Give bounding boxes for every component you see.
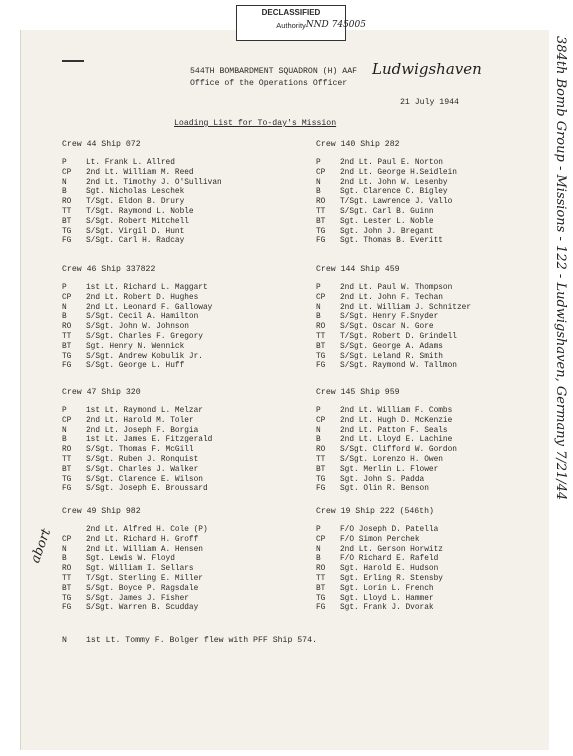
crew-position: TT [62,455,72,464]
crew-member-name: 2nd Lt. Richard H. Groff [86,535,199,544]
crew-position: TT [62,332,72,341]
crew-member-name: S/Sgt. Robert Mitchell [86,217,189,226]
crew-position: P [316,407,321,415]
crew-row [316,476,566,486]
crew-member-name: S/Sgt. George A. Adams [340,342,443,351]
crew-member-name: Sgt. Clarence C. Bigley [340,188,448,197]
crew-member-name: 2nd Lt. Paul E. Norton [340,159,443,167]
crew-position: TG [62,352,72,361]
crew-member-name: T/Sgt. Eldon B. Drury [86,198,185,207]
crew-member-name: 2nd Lt. Timothy J. O'Sullivan [86,178,222,187]
crew-row [62,228,312,238]
crew-position: FG [316,237,326,246]
crew-position: RO [316,323,326,332]
crew-position: BT [316,465,326,474]
crew-row [316,555,566,565]
crew-row [316,237,566,247]
crew-member-name: S/Sgt. Charles J. Walker [86,465,199,474]
crew-position: FG [62,362,72,371]
crew-member-name: S/Sgt. Clifford W. Gordon [340,446,457,455]
crew-row [62,353,312,363]
crew-position: CP [62,168,72,177]
crew-member-name: T/Sgt. Raymond L. Noble [86,207,194,216]
crew-position: B [316,313,321,322]
crew-row [62,546,312,556]
crew-position: TG [316,352,326,361]
crew-row [316,304,566,314]
stamp-line2 [237,19,366,32]
stamp-authority-value: NND 745005 [305,20,366,30]
crew-block-3 [316,265,566,372]
crew-position: CP [316,293,326,302]
crew-position: RO [316,198,326,207]
crew-member-name: S/Sgt. Andrew Kobulik Jr. [86,352,203,361]
crew-member-name: Lt. Frank L. Allred [86,159,175,167]
crew-position: B [62,436,67,445]
crew-member-name: S/Sgt. Joseph E. Broussard [86,485,208,494]
crew-member-name: S/Sgt. Clarence E. Wilson [86,475,203,484]
crew-position: CP [316,416,326,425]
crew-position: B [316,555,321,564]
crew-position: B [62,313,67,322]
crew-row [316,169,566,179]
crew-position: CP [62,293,72,302]
crew-row [62,333,312,343]
crew-block-4 [62,388,312,495]
crew-row [316,585,566,595]
crew-member-name: S/Sgt. Thomas F. McGill [86,446,194,455]
crew-position: P [316,159,321,167]
crew-title: Crew 19 Ship 222 (546th) [316,507,434,516]
crew-row [62,427,312,437]
stamp-authority-label: Authority [276,21,306,30]
crew-row [62,169,312,179]
crew-row [316,575,566,585]
crew-position: B [316,436,321,445]
footer-position: N [62,636,67,645]
crew-position: CP [62,416,72,425]
footer-text: 1st Lt. Tommy F. Bolger flew with PFF Ship 574. [86,636,317,645]
crew-position: BT [62,584,72,593]
crew-position: N [316,303,321,312]
crew-position: N [316,426,321,435]
crew-member-name: 2nd Lt. John W. Lesenby [340,178,448,187]
crew-position: N [62,426,67,435]
crew-member-name: T/Sgt. Robert D. Grindell [340,332,457,341]
crew-position: CP [62,535,72,544]
crew-position: B [62,555,67,564]
crew-position: N [316,178,321,187]
crew-member-name: S/Sgt. Warren B. Scudday [86,604,199,613]
document-date: 21 July 1944 [400,98,459,107]
crew-position: P [62,159,67,167]
crew-position: FG [316,362,326,371]
crew-member-name: 2nd Lt. John F. Techan [340,293,443,302]
crew-position: TG [316,594,326,603]
crew-title: Crew 44 Ship 072 [62,140,141,149]
crew-member-name: S/Sgt. Carl H. Radcay [86,237,185,246]
crew-member-name: S/Sgt. Cecil A. Hamilton [86,313,199,322]
crew-position: FG [316,485,326,494]
crew-row [62,585,312,595]
crew-row [62,208,312,218]
crew-position: RO [62,446,72,455]
crew-row [316,456,566,466]
crew-position: TG [62,594,72,603]
crew-row [316,526,566,536]
crew-block-2 [62,265,312,372]
crew-row [316,284,566,294]
crew-row [316,198,566,208]
crew-member-name: 2nd Lt. Harold M. Toler [86,416,194,425]
stamp-line1: DECLASSIFIED [261,8,321,17]
crew-position: RO [316,565,326,574]
crew-member-name: 1st Lt. James E. Fitzgerald [86,436,213,445]
crew-row [62,313,312,323]
crew-position: FG [62,485,72,494]
crew-row [316,595,566,605]
crew-position: TT [62,574,72,583]
crew-row [62,343,312,353]
crew-member-name: 2nd Lt. Patton F. Seals [340,426,448,435]
crew-row [316,333,566,343]
crew-member-name: Sgt. John J. Bregant [340,227,434,236]
crew-position: N [62,545,67,554]
crew-position: TT [316,455,326,464]
crew-member-name: 1st Lt. Raymond L. Melzar [86,407,203,415]
crew-member-name: S/Sgt. Boyce P. Ragsdale [86,584,199,593]
squadron-heading: 544TH BOMBARDMENT SQUADRON (H) AAF [190,67,358,76]
crew-position: RO [62,565,72,574]
crew-member-name: S/Sgt. Leland R. Smith [340,352,443,361]
crew-row [62,407,312,417]
crew-position: B [62,188,67,197]
crew-member-name: S/Sgt. John W. Johnson [86,323,189,332]
document-title: Loading List for To-day's Mission [174,119,337,128]
crew-title: Crew 140 Ship 282 [316,140,400,149]
crew-member-name: Sgt. Lewis W. Floyd [86,555,175,564]
crew-row [62,526,312,536]
crew-row [62,362,312,372]
crew-member-name: F/O Simon Perchek [340,535,420,544]
crew-title: Crew 49 Ship 982 [62,507,141,516]
crew-position: TG [316,475,326,484]
crew-title: Crew 46 Ship 337822 [62,265,156,274]
crew-row [62,436,312,446]
crew-member-name: 2nd Lt. Lloyd E. Lachine [340,436,453,445]
crew-position: B [316,188,321,197]
crew-member-name: S/Sgt. James J. Fisher [86,594,189,603]
crew-position: FG [62,604,72,613]
crew-row [316,436,566,446]
crew-row [316,485,566,495]
crew-member-name: S/Sgt. Lorenzo H. Owen [340,455,443,464]
crew-row [316,446,566,456]
crew-member-name: Sgt. Henry N. Wennick [86,342,185,351]
crew-position: BT [62,342,72,351]
crew-row [316,362,566,372]
crew-member-name: Sgt. John S. Padda [340,475,425,484]
crew-position: BT [316,342,326,351]
declassified-stamp [236,5,366,41]
crew-position: BT [62,217,72,226]
crew-position: P [316,526,321,534]
crew-row [62,237,312,247]
crew-position: TT [62,207,72,216]
crew-row [316,179,566,189]
crew-block-0 [62,140,312,247]
crew-position: P [62,407,67,415]
crew-position: TT [316,332,326,341]
crew-row [316,353,566,363]
margin-dash [62,60,84,62]
crew-member-name: Sgt. Lester L. Noble [340,217,434,226]
crew-member-name: Sgt. William I. Sellars [86,565,194,574]
crew-member-name: Sgt. Merlin L. Flower [340,465,439,474]
crew-member-name: Sgt. Olin R. Benson [340,485,429,494]
crew-row [62,417,312,427]
crew-row [62,304,312,314]
crew-member-name: 2nd Lt. Gerson Horwitz [340,545,443,554]
crew-row [316,228,566,238]
crew-row [316,159,566,169]
crew-member-name: 2nd Lt. William F. Combs [340,407,453,415]
crew-block-1 [316,140,566,247]
crew-member-name: 2nd Lt. William J. Schnitzer [340,303,472,312]
target-handwritten: Ludwigshaven [372,60,482,78]
crew-row [62,575,312,585]
office-heading: Office of the Operations Officer [190,79,348,88]
crew-position: TG [62,227,72,236]
crew-row [316,546,566,556]
crew-block-5 [316,388,566,495]
crew-row [316,218,566,228]
crew-position: CP [316,535,326,544]
crew-position: N [62,303,67,312]
footer-note [62,636,317,645]
crew-position: CP [316,168,326,177]
crew-row [62,466,312,476]
crew-title: Crew 145 Ship 959 [316,388,400,397]
crew-member-name: T/Sgt. Sterling E. Miller [86,574,203,583]
crew-member-name: S/Sgt. Charles F. Gregory [86,332,203,341]
crew-row [316,208,566,218]
crew-row [62,555,312,565]
crew-member-name: Sgt. Harold E. Hudson [340,565,439,574]
crew-row [316,323,566,333]
crew-position: TG [316,227,326,236]
crew-row [62,595,312,605]
crew-member-name: Sgt. Lorin L. French [340,584,434,593]
crew-member-name: F/O Richard E. Rafeld [340,555,439,564]
crew-row [316,188,566,198]
crew-position: RO [62,323,72,332]
crew-member-name: Sgt. Erling R. Stensby [340,574,443,583]
crew-row [316,313,566,323]
crew-row [316,417,566,427]
crew-member-name: Sgt. Nicholas Leschek [86,188,185,197]
crew-member-name: S/Sgt. George L. Huff [86,362,185,371]
crew-row [62,198,312,208]
crew-member-name: 2nd Lt. Joseph F. Borgia [86,426,199,435]
crew-row [62,218,312,228]
crew-row [316,407,566,417]
crew-member-name: S/Sgt. Ruben J. Ronquist [86,455,199,464]
crew-position: P [62,284,67,292]
crew-position: N [62,178,67,187]
crew-row [316,343,566,353]
crew-position: FG [316,604,326,613]
crew-member-name: 2nd Lt. Robert D. Hughes [86,293,199,302]
crew-title: Crew 144 Ship 459 [316,265,400,274]
crew-member-name: Sgt. Lloyd L. Hammer [340,594,434,603]
crew-position: RO [62,198,72,207]
crew-member-name: 2nd Lt. Alfred H. Cole (P) [86,526,208,534]
crew-block-7 [316,507,566,614]
crew-position: BT [316,217,326,226]
side-annotation [548,36,572,736]
crew-position: TT [316,574,326,583]
crew-row [62,536,312,546]
side-annotation-text: 384th Bomb Group - Missions - 122 - Ludwigshaven, Germany 7/21/44 [553,36,568,501]
crew-member-name: 2nd Lt. George H.Seidlein [340,168,457,177]
crew-position: BT [62,465,72,474]
crew-row [316,466,566,476]
crew-row [62,604,312,614]
crew-row [316,536,566,546]
crew-member-name: 2nd Lt. Leonard F. Galloway [86,303,213,312]
crew-row [316,604,566,614]
crew-row [62,476,312,486]
crew-position: TT [316,207,326,216]
crew-row [62,485,312,495]
crew-member-name: Sgt. Thomas B. Everitt [340,237,443,246]
crew-member-name: S/Sgt. Oscar N. Gore [340,323,434,332]
crew-row [316,294,566,304]
crew-title: Crew 47 Ship 320 [62,388,141,397]
crew-position: TG [62,475,72,484]
crew-member-name: Sgt. Frank J. Dvorak [340,604,434,613]
crew-member-name: T/Sgt. Lawrence J. Vallo [340,198,453,207]
crew-member-name: S/Sgt. Virgil D. Hunt [86,227,185,236]
crew-row [62,456,312,466]
crew-row [62,565,312,575]
crew-row [316,565,566,575]
crew-position: P [316,284,321,292]
crew-row [62,446,312,456]
crew-row [62,179,312,189]
crew-position: BT [316,584,326,593]
crew-block-6 [62,507,312,614]
crew-member-name: S/Sgt. Raymond W. Tallmon [340,362,457,371]
crew-row [316,427,566,437]
crew-row [62,294,312,304]
crew-position: FG [62,237,72,246]
crew-member-name: S/Sgt. Carl B. Guinn [340,207,434,216]
crew-row [62,159,312,169]
crew-member-name: F/O Joseph D. Patella [340,526,439,534]
crew-row [62,284,312,294]
crew-member-name: S/Sgt. Henry F.Snyder [340,313,439,322]
crew-position: N [316,545,321,554]
crew-member-name: 2nd Lt. Hugh D. McKenzie [340,416,453,425]
crew-member-name: 2nd Lt. William A. Hensen [86,545,203,554]
abort-annotation: abort [28,526,55,566]
crew-row [62,188,312,198]
crew-row [62,323,312,333]
crew-member-name: 1st Lt. Richard L. Maggart [86,284,208,292]
crew-position: RO [316,446,326,455]
crew-member-name: 2nd Lt. William M. Reed [86,168,194,177]
crew-member-name: 2nd Lt. Paul W. Thompson [340,284,453,292]
